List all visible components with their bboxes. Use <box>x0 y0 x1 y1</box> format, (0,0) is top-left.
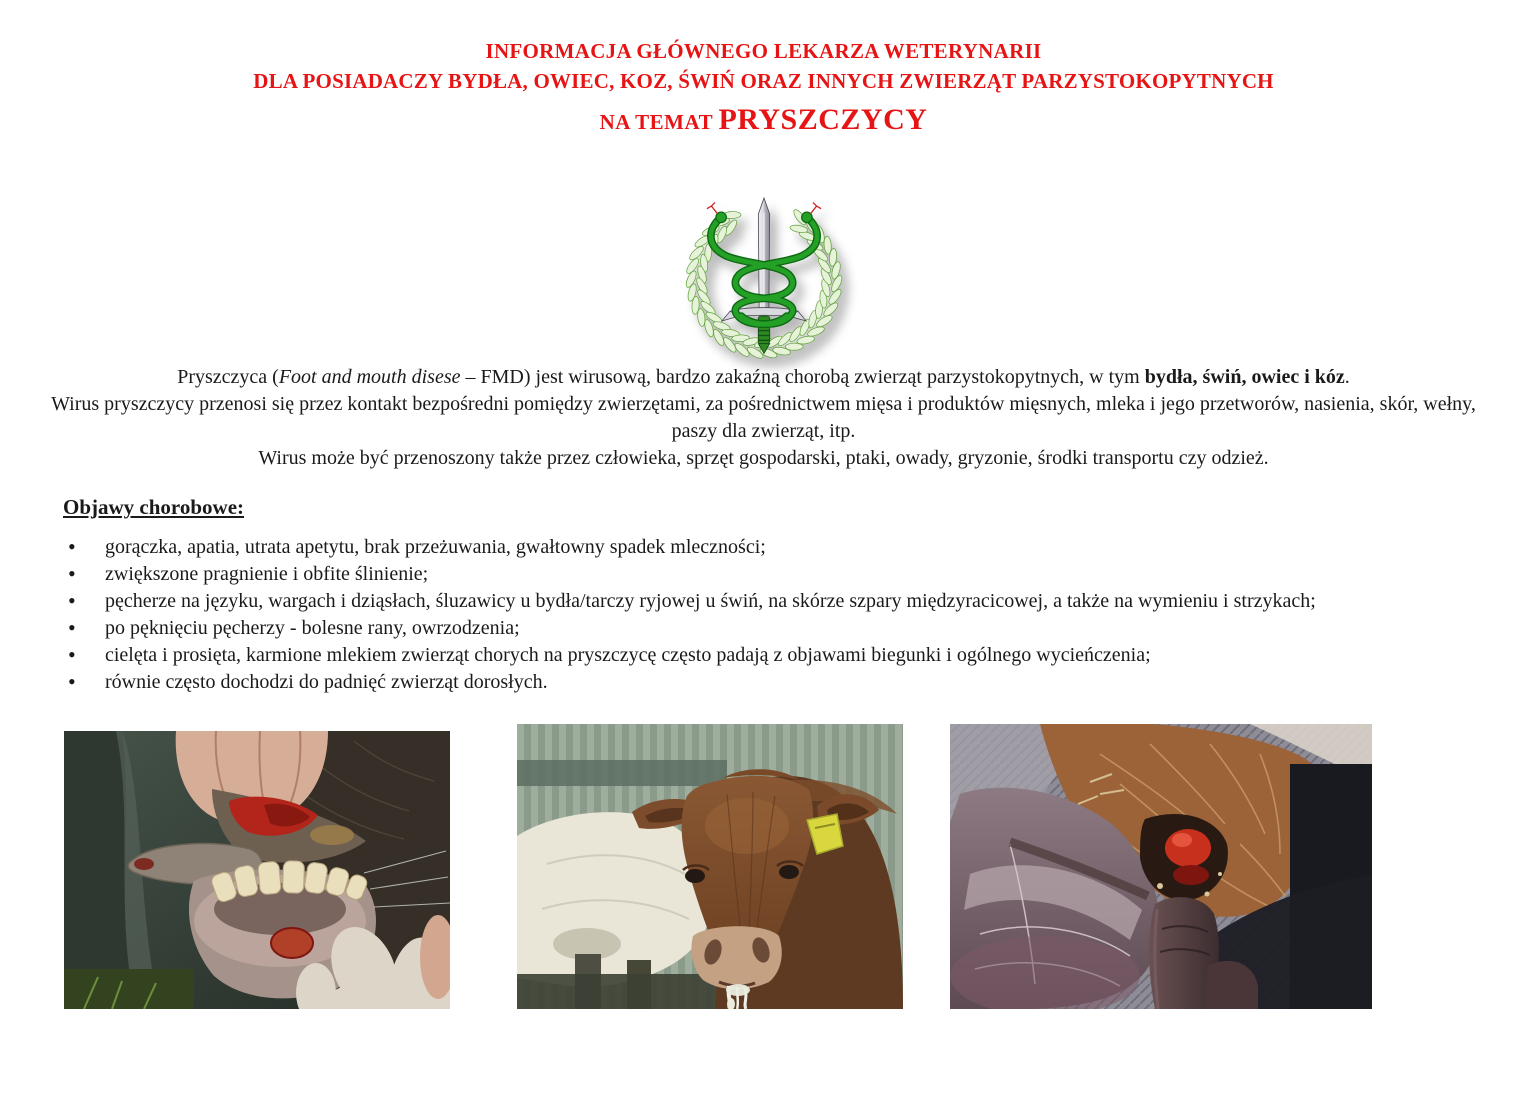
intro-sentence-2: Wirus pryszczycy przenosi się przez kontakt bezpośredni pomiędzy zwierzętami, za pośrednictwem mięsa i produktów mięsnych, mleka i jego przetworów, nasienia, skór, wełny, paszy dla zwierząt, itp. <box>51 393 1476 442</box>
title-line-3-emphasis: PRYSZCZYCY <box>718 103 928 136</box>
photo-row <box>64 724 1527 1009</box>
symptoms-list <box>63 534 1490 696</box>
intro-sentence-1 <box>48 364 1479 391</box>
list-item: • po pęknięciu pęcherzy - bolesne rany, owrzodzenia; <box>63 615 1490 642</box>
title-line-2: DLA POSIADACZY BYDŁA, OWIEC, KOZ, ŚWIŃ ORAZ INNYCH ZWIERZĄT PARZYSTOKOPYTNYCH <box>253 69 1274 93</box>
intro-s1-mid: – FMD) jest wirusową, bardzo zakaźną chorobą zwierząt parzystokopytnych, w tym <box>460 366 1145 388</box>
list-item: • równie często dochodzi do padnięć zwierząt dorosłych. <box>63 669 1490 696</box>
title-line-3-prefix: NA TEMAT <box>599 110 719 134</box>
intro-s1-pre: Pryszczyca ( <box>177 366 279 388</box>
document-title <box>0 36 1527 144</box>
document-page <box>0 36 1527 1116</box>
drooling-cow-photo <box>517 724 903 1009</box>
list-item: • pęcherze na języku, wargach i dziąsłach, śluzawicy u bydła/tarczy ryjowej u świń, na skórze szpary międzyracicowej, a także na wymieniu i strzykach; <box>63 588 1490 615</box>
mouth-lesions-photo <box>64 731 450 1009</box>
title-line-1: INFORMACJA GŁÓWNEGO LEKARZA WETERYNARII <box>485 39 1042 63</box>
intro-s1-end: . <box>1344 366 1350 388</box>
intro-s1-italic: Foot and mouth disese <box>278 366 461 388</box>
list-item: • zwiększone pragnienie i obfite ślinienie; <box>63 561 1490 588</box>
intro-s1-bold: bydła, świń, owiec i kóz <box>1144 366 1345 388</box>
title-line-3 <box>0 101 1527 144</box>
veterinary-inspection-logo <box>675 188 853 360</box>
symptoms-heading: Objawy chorobowe: <box>63 495 245 519</box>
vet-emblem-svg <box>675 188 853 360</box>
intro-paragraph <box>0 364 1527 472</box>
list-item: • cielęta i prosięta, karmione mlekiem zwierząt chorych na pryszczycę często padają z objawami biegunki i ogólnego wycieńczenia; <box>63 642 1490 669</box>
hoof-lesion-photo <box>950 724 1372 1009</box>
list-item: • gorączka, apatia, utrata apetytu, brak przeżuwania, gwałtowny spadek mleczności; <box>63 534 1490 561</box>
intro-sentence-3: Wirus może być przenoszony także przez człowieka, sprzęt gospodarski, ptaki, owady, gryzonie, środki transportu czy odzież. <box>258 447 1269 469</box>
